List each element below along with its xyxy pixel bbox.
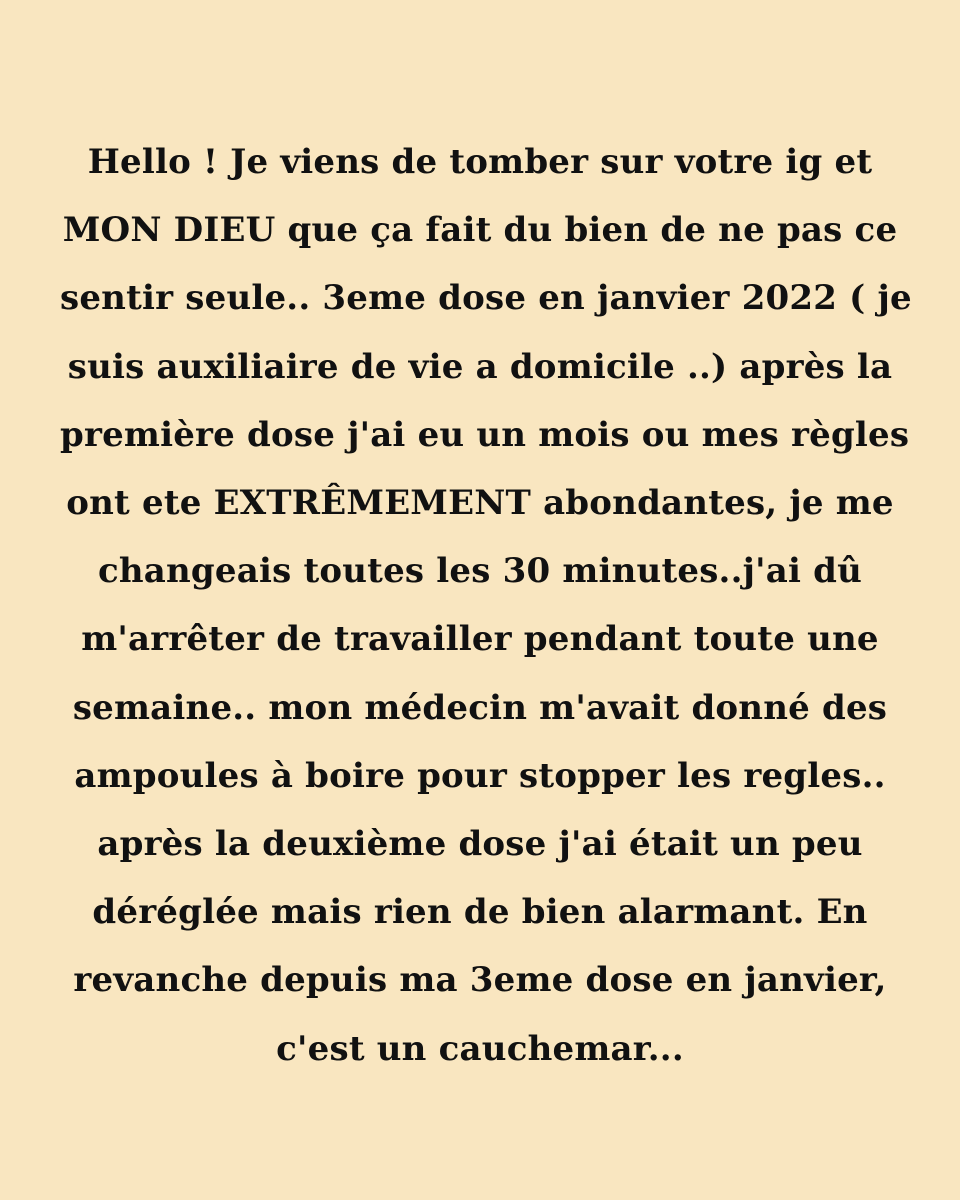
text-line: déréglée mais rien de bien alarmant. En xyxy=(92,892,868,933)
text-line: après la deuxième dose j'ai était un peu xyxy=(97,824,863,865)
text-line: revanche depuis ma 3eme dose en janvier, xyxy=(73,960,887,1001)
text-line: ont ete EXTRÊMEMENT abondantes, je me xyxy=(66,483,894,524)
text-line: sentir seule.. 3eme dose en janvier 2022 ( je xyxy=(60,278,912,319)
testimony-text xyxy=(60,128,912,1083)
text-line: Hello ! Je viens de tomber sur votre ig et xyxy=(87,142,873,182)
text-line: changeais toutes les 30 minutes..j'ai dû xyxy=(97,551,863,592)
text-line: m'arrêter de travailler pendant toute une xyxy=(81,619,879,660)
text-line: première dose j'ai eu un mois ou mes règles xyxy=(60,414,910,455)
text-line: semaine.. mon médecin m'avait donné des xyxy=(72,687,888,728)
text-line: c'est un cauchemar... xyxy=(276,1028,684,1069)
text-line: ampoules à boire pour stopper les regles.. xyxy=(74,755,886,796)
text-line: MON DIEU que ça fait du bien de ne pas ce xyxy=(62,210,898,251)
text-line: suis auxiliaire de vie a domicile ..) après la xyxy=(67,346,893,387)
